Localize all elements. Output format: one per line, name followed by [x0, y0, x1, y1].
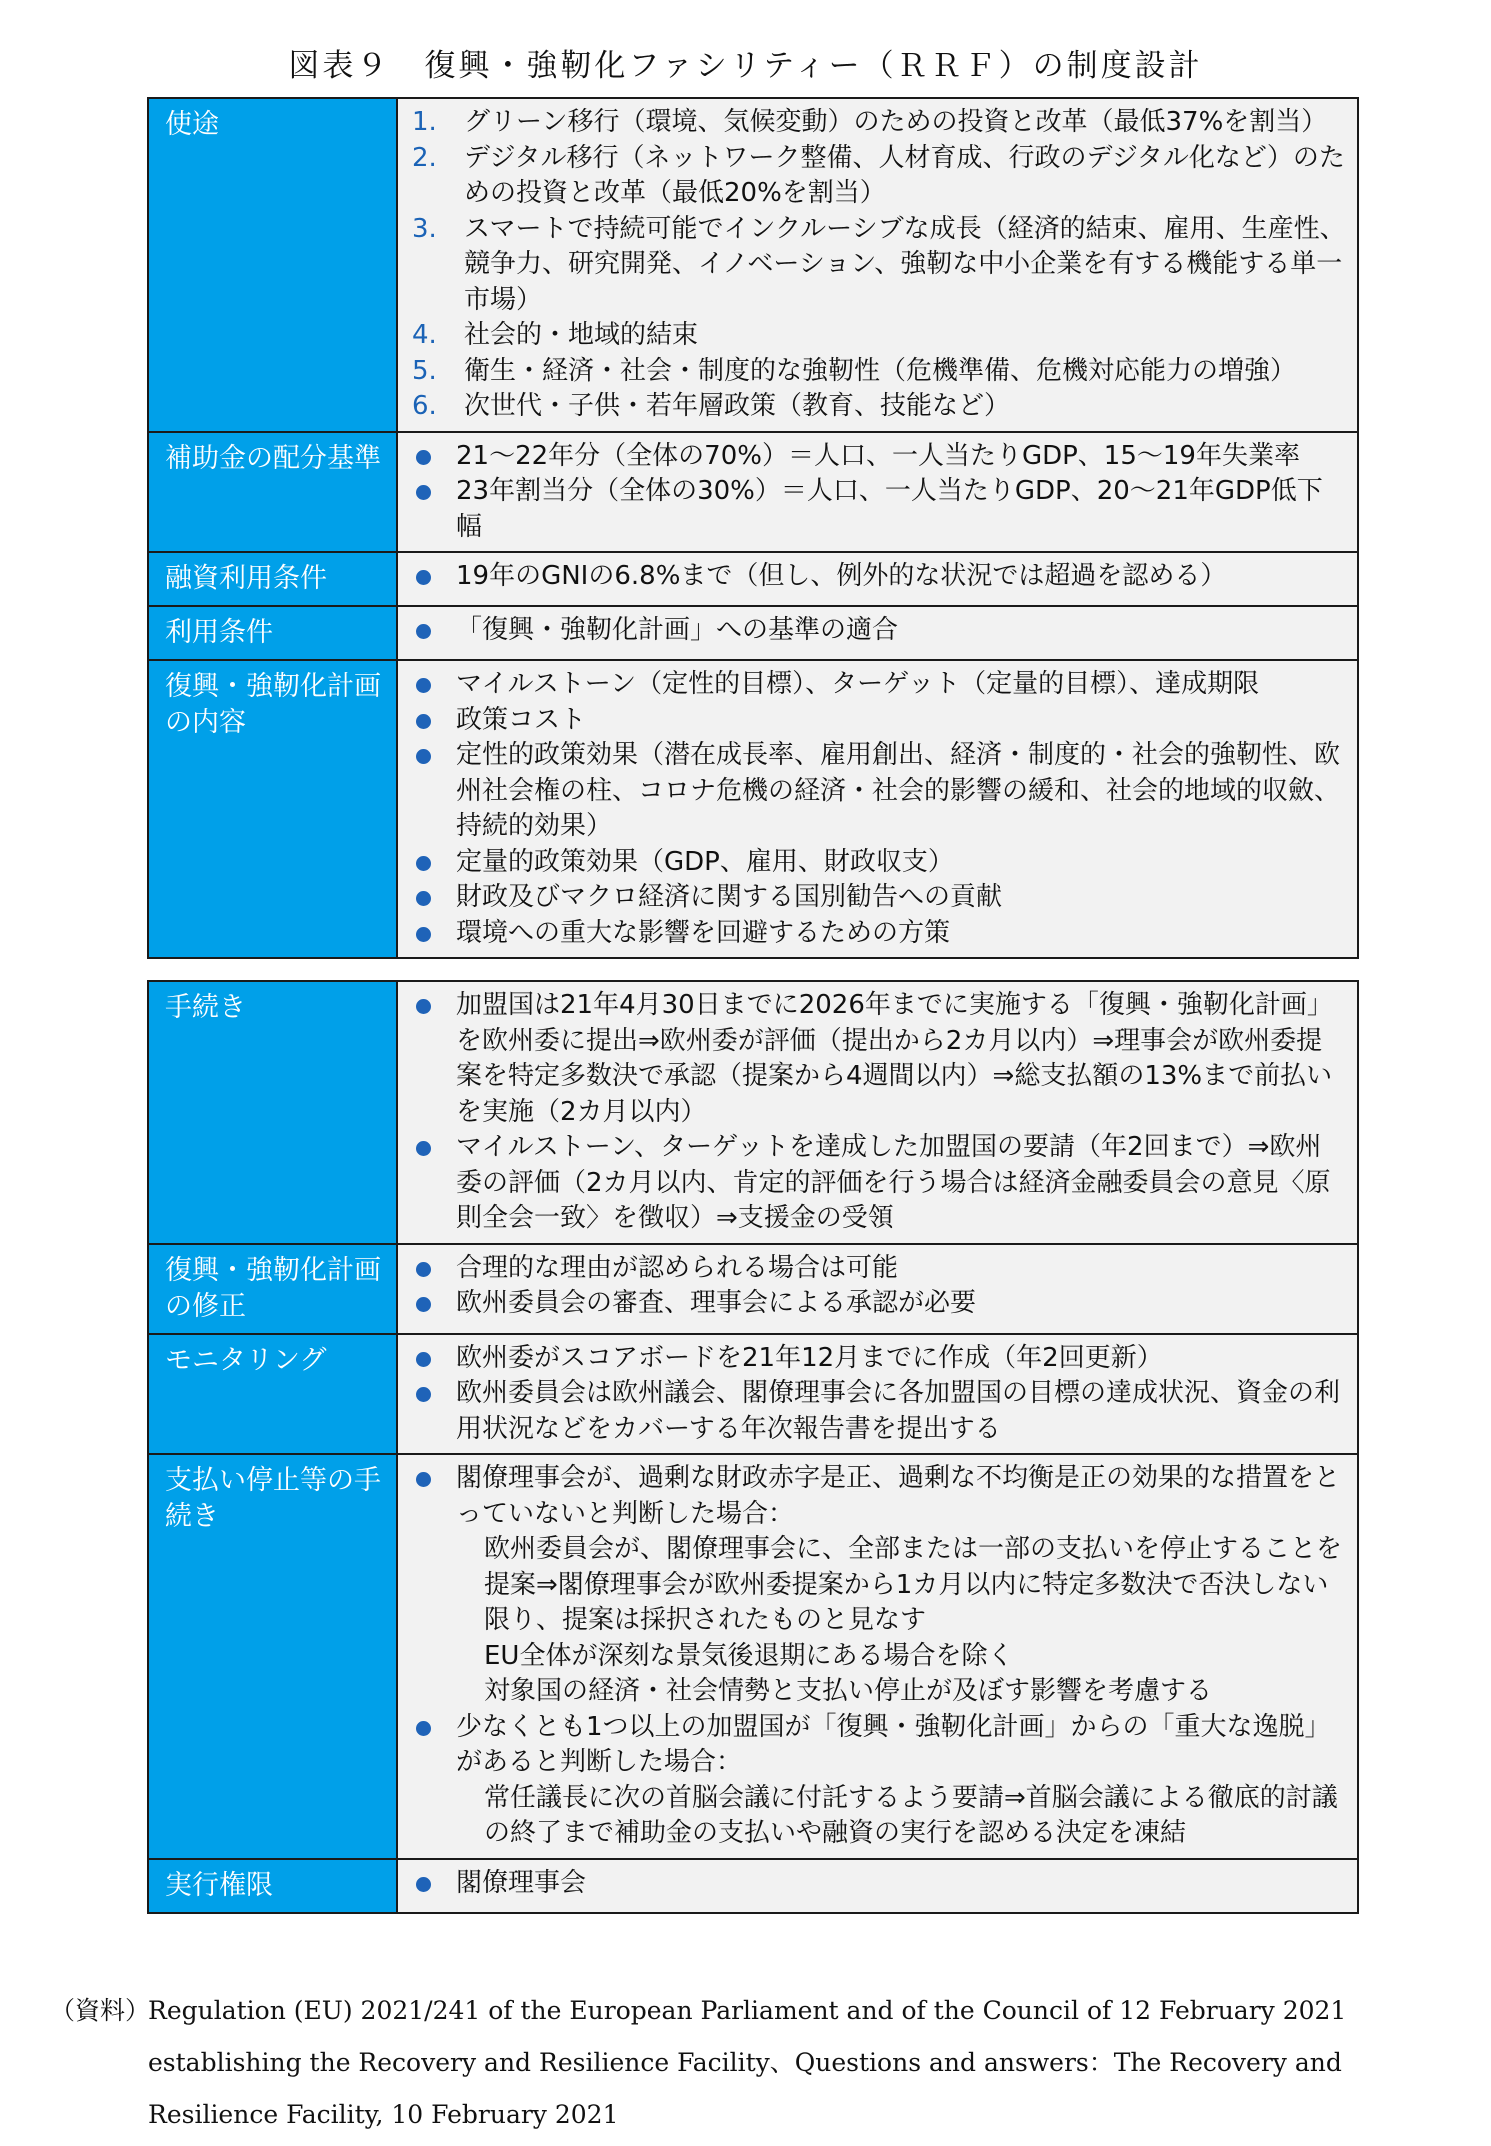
row-content — [397, 660, 1358, 958]
bullet-icon — [416, 1297, 431, 1312]
item-number: 3. — [412, 213, 437, 244]
source-tag: （資料） — [50, 1996, 151, 2025]
item-text: 次世代・子供・若年層政策（教育、技能など） — [464, 391, 1011, 421]
item-text: 23年割当分（全体の30%）＝人口、一人当たりGDP、20～21年GDP低下幅 — [456, 476, 1323, 542]
list-item — [412, 141, 1347, 212]
item-text: マイルストーン（定性的目標）、ターゲット（定量的目標）、達成期限 — [456, 669, 1260, 699]
item-text: 社会的・地域的結束 — [464, 320, 699, 350]
item-text: 加盟国は21年4月30日までに2026年までに実施する「復興・強靭化計画」を欧州委に提出⇒欧州委が評価（提出から2カ月以内）⇒理事会が欧州委提案を特定多数決で承認（提案から4週間以内）⇒総支払額の13%まで前払いを実施（2カ月以内） — [456, 990, 1333, 1127]
row-content — [397, 552, 1358, 606]
list-item — [412, 845, 1347, 881]
item-text: 19年のGNIの6.8%まで（但し、例外的な状況では超過を認める） — [456, 561, 1227, 591]
item-text: 定量的政策効果（GDP、雇用、財政収支） — [456, 846, 954, 877]
sub-item-text: 常任議長に次の首脳会議に付託するよう要請⇒首脳会議による徹底的討議の終了まで補助金の支払いや融資の実行を認める決定を凍結 — [484, 1782, 1338, 1848]
bullet-icon — [416, 891, 431, 906]
rrf-design-table-1 — [147, 97, 1359, 959]
bullet-list — [412, 667, 1347, 951]
bullet-icon — [416, 485, 431, 500]
item-text: 「復興・強靭化計画」への基準の適合 — [456, 615, 899, 645]
item-text: 欧州委員会の審査、理事会による承認が必要 — [456, 1288, 977, 1318]
bullet-icon — [416, 1352, 431, 1367]
list-item — [412, 318, 1347, 354]
bullet-icon — [416, 1141, 431, 1156]
row-content — [397, 1859, 1358, 1913]
sub-item-text: EU全体が深刻な景気後退期にある場合を除く — [484, 1640, 1014, 1671]
bullet-list — [412, 1341, 1347, 1448]
bullet-list — [412, 439, 1347, 546]
list-item — [412, 1341, 1347, 1377]
list-item — [412, 559, 1347, 595]
item-text: デジタル移行（ネットワーク整備、人材育成、行政のデジタル化など）のための投資と改革（最低20%を割当） — [464, 142, 1345, 208]
sub-item-text: 対象国の経済・社会情勢と支払い停止が及ぼす影響を考慮する — [484, 1676, 1213, 1706]
item-text: 衛生・経済・社会・制度的な強靭性（危機準備、危機対応能力の増強） — [464, 355, 1297, 386]
item-text: 合理的な理由が認められる場合は可能 — [456, 1252, 899, 1283]
item-text: スマートで持続可能でインクルーシブな成長（経済的結束、雇用、生産性、競争力、研究開発、イノベーション、強靭な中小企業を有する機能する単一市場） — [464, 213, 1346, 315]
table-row — [148, 1454, 1358, 1859]
list-item — [412, 1710, 1347, 1852]
bullet-list — [412, 1461, 1347, 1852]
item-number: 4. — [412, 320, 437, 350]
list-item — [412, 1286, 1347, 1322]
item-number: 1. — [412, 107, 437, 137]
item-text: 21～22年分（全体の70%）＝人口、一人当たりGDP、15～19年失業率 — [456, 440, 1300, 471]
table-row — [148, 981, 1358, 1244]
row-content — [397, 1454, 1358, 1859]
table-row — [148, 1244, 1358, 1334]
item-text: 閣僚理事会が、過剰な財政赤字是正、過剰な不均衡是正の効果的な措置をとっていないと判断した場合： — [456, 1463, 1341, 1529]
list-item — [412, 439, 1347, 475]
item-text: 定性的政策効果（潜在成長率、雇用創出、経済・制度的・社会的強靭性、欧州社会権の柱、コロナ危機の経済・社会的影響の緩和、社会的地域的収斂、持続的効果） — [456, 740, 1341, 841]
row-label: 復興・強靭化計画の修正 — [148, 1244, 397, 1334]
item-number: 2. — [412, 142, 437, 173]
item-text: マイルストーン、ターゲットを達成した加盟国の要請（年2回まで）⇒欧州委の評価（2カ月以内、肯定的評価を行う場合は経済金融委員会の意見〈原則全会一致〉を徴収）⇒支援金の受領 — [456, 1132, 1331, 1233]
list-item — [412, 880, 1347, 916]
source-note — [50, 1985, 1380, 2141]
sub-item-text: 欧州委員会が、閣僚理事会に、全部または一部の支払いを停止することを提案⇒閣僚理事会が欧州委提案から1カ月以内に特定多数決で否決しない限り、提案は採択されたものと見なす — [484, 1534, 1343, 1635]
item-text: 閣僚理事会 — [456, 1867, 587, 1898]
row-label: 融資利用条件 — [148, 552, 397, 606]
bullet-icon — [416, 570, 431, 585]
bullet-icon — [416, 999, 431, 1014]
bullet-icon — [416, 1387, 431, 1402]
item-text: 欧州委がスコアボードを21年12月までに作成（年2回更新） — [456, 1342, 1163, 1373]
item-number: 5. — [412, 355, 437, 386]
bullet-list — [412, 613, 1347, 649]
bullet-icon — [416, 1877, 431, 1892]
list-item — [412, 105, 1347, 141]
list-item — [412, 1461, 1347, 1710]
list-item — [412, 1866, 1347, 1902]
bullet-icon — [416, 678, 431, 693]
figure-title: 図表９ 復興・強靭化ファシリティー（ＲＲＦ）の制度設計 — [288, 48, 1203, 84]
list-item — [412, 988, 1347, 1130]
list-item — [412, 354, 1347, 390]
item-text: 財政及びマクロ経済に関する国別勧告への貢献 — [456, 882, 1003, 912]
row-label: 使途 — [148, 98, 397, 432]
table-row — [148, 98, 1358, 432]
bullet-icon — [416, 749, 431, 764]
row-label: 実行権限 — [148, 1859, 397, 1913]
rrf-design-table-2 — [147, 980, 1359, 1914]
list-item — [412, 474, 1347, 545]
row-label: 利用条件 — [148, 606, 397, 660]
bullet-icon — [416, 1721, 431, 1736]
table-row — [148, 1334, 1358, 1455]
item-number: 6. — [412, 391, 437, 421]
item-text: 環境への重大な影響を回避するための方策 — [456, 917, 951, 948]
row-content — [397, 98, 1358, 432]
item-text: 政策コスト — [456, 704, 587, 735]
bullet-icon — [416, 1262, 431, 1277]
item-text: グリーン移行（環境、気候変動）のための投資と改革（最低37%を割当） — [464, 107, 1328, 137]
source-text: Regulation (EU) 2021/241 of the European Parliament and of the Council of 12 February 2021 establishing the Recovery and Resilience Facility、Questions and answers：The Recovery and Resilience Facility, 10 February 2021 — [148, 1996, 1347, 2129]
row-content — [397, 432, 1358, 553]
row-content — [397, 606, 1358, 660]
list-item — [412, 703, 1347, 739]
list-item — [412, 916, 1347, 952]
bullet-icon — [416, 714, 431, 729]
numbered-list — [412, 105, 1347, 425]
item-text: 欧州委員会は欧州議会、閣僚理事会に各加盟国の目標の達成状況、資金の利用状況などをカバーする年次報告書を提出する — [456, 1378, 1341, 1444]
bullet-list — [412, 988, 1347, 1237]
table-row — [148, 552, 1358, 606]
row-label: 復興・強靭化計画の内容 — [148, 660, 397, 958]
list-item — [412, 667, 1347, 703]
row-content — [397, 981, 1358, 1244]
row-content — [397, 1244, 1358, 1334]
row-content — [397, 1334, 1358, 1455]
bullet-icon — [416, 1472, 431, 1487]
table-row — [148, 1859, 1358, 1913]
table-row — [148, 660, 1358, 958]
table-row — [148, 606, 1358, 660]
bullet-list — [412, 1251, 1347, 1322]
table-row — [148, 432, 1358, 553]
bullet-icon — [416, 856, 431, 871]
row-label: 手続き — [148, 981, 397, 1244]
row-label: 支払い停止等の手続き — [148, 1454, 397, 1859]
list-item — [412, 389, 1347, 425]
bullet-icon — [416, 927, 431, 942]
row-label: 補助金の配分基準 — [148, 432, 397, 553]
bullet-list — [412, 559, 1347, 595]
bullet-icon — [416, 624, 431, 639]
list-item — [412, 738, 1347, 845]
list-item — [412, 1251, 1347, 1287]
list-item — [412, 1376, 1347, 1447]
list-item — [412, 212, 1347, 319]
list-item — [412, 613, 1347, 649]
list-item — [412, 1130, 1347, 1237]
item-text: 少なくとも1つ以上の加盟国が「復興・強靭化計画」からの「重大な逸脱」があると判断した場合： — [456, 1711, 1331, 1777]
bullet-icon — [416, 450, 431, 465]
bullet-list — [412, 1866, 1347, 1902]
row-label: モニタリング — [148, 1334, 397, 1455]
